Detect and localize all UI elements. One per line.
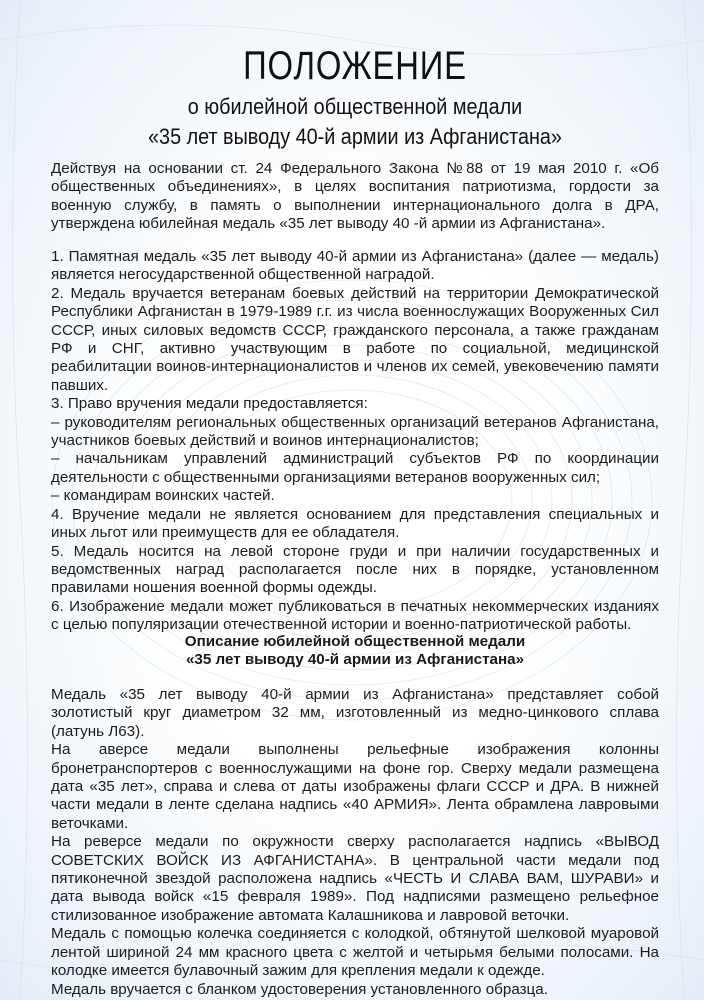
description-heading-line-1: Описание юбилейной общественной медали: [184, 633, 526, 650]
document-subtitle-line-1: о юбилейной общественной медали: [187, 94, 523, 119]
regulation-item: 2. Медаль вручается ветеранам боевых действий на территории Демократической Республики Афганистан в 1979-1989 г.г. из числа военнослужащих Вооруженных Сил СССР, иных силовых ведомств СССР, гражданского персонала, а также гражданам РФ и СНГ, активно участвующим в работе по социальной, медицинской реабилитации воинов-интернационалистов и членов их семей, увековечению памяти павших.: [51, 284, 659, 394]
description-body: [51, 686, 659, 999]
description-paragraph: На аверсе медали выполнены рельефные изображения колонны бронетранспортеров с военнослужащими на фоне гор. Сверху медали размещена дата «35 лет», справа и слева от даты изображены флаги СССР и ДРА. В нижней части медали в ленте сделана надпись «40 АРМИЯ». Лента обрамлена лавровыми веточками.: [51, 741, 659, 832]
regulation-item: 3. Право вручения медали предоставляется:: [51, 395, 368, 413]
intro-paragraph: Действуя на основании ст. 24 Федерального Закона №88 от 19 мая 2010 г. «Об общественных объединениях», в целях воспитания патриотизма, гордости за военную службу, в память о выполнении интернационального долга в ДРА, утверждена юбилейная медаль «35 лет выводу 40 -й армии из Афганистана».: [51, 160, 659, 233]
regulation-items: [51, 248, 659, 635]
regulation-item: – командирам воинских частей.: [51, 487, 275, 505]
regulation-item: – руководителям региональных общественных организаций ветеранов Афганистана, участников боевых действий и воинов интернационалистов;: [51, 413, 659, 450]
regulation-item: – начальникам управлений администраций субъектов РФ по координации деятельности с общественными организациями ветеранов вооруженных сил;: [51, 450, 659, 486]
description-paragraph: Медаль с помощью колечка соединяется с колодкой, обтянутой шелковой муаровой лентой шириной 24 мм красного цвета с желтой и четырьмя белыми полосами. На колодке имеется булавочный зажим для крепления медали к одежде.: [51, 925, 659, 980]
regulation-item: 4. Вручение медали не является основанием для представления специальных и иных льгот или преимуществ для ее обладателя.: [51, 505, 659, 542]
regulation-item: 5. Медаль носится на левой стороне груди и при наличии государственных и ведомственных наград располагается после них в порядке, установленном правилами ношения военной формы одежды.: [51, 542, 659, 597]
regulation-item: 6. Изображение медали может публиковаться в печатных некоммерческих изданиях с целью популяризации отечественной истории и военно-патриотической работы.: [51, 597, 659, 634]
document-title: ПОЛОЖЕНИЕ: [243, 44, 467, 88]
description-heading: [51, 633, 659, 669]
description-paragraph: На реверсе медали по окружности сверху располагается надпись «ВЫВОД СОВЕТСКИХ ВОЙСК ИЗ АФГАНИСТАНА». В центральной части медали под пятиконечной звездой расположена надпись «ЧЕСТЬ И СЛАВА ВАМ, ШУРАВИ» и дата вывода войск «15 февраля 1989». Под надписями размещено рельефное стилизованное изображение автомата Калашникова и лавровой веточки.: [51, 833, 659, 924]
description-heading-line-2: «35 лет выводу 40-й армии из Афганистана»: [185, 651, 525, 668]
regulation-item: 1. Памятная медаль «35 лет выводу 40-й армии из Афганистана» (далее — медаль) является негосударственной общественной наградой.: [51, 248, 659, 284]
description-paragraph: Медаль вручается с бланком удостоверения установленного образца.: [51, 980, 548, 998]
document-subtitle-line-2: «35 лет выводу 40-й армии из Афганистана»: [148, 124, 562, 149]
description-paragraph: Медаль «35 лет выводу 40-й армии из Афганистана» представляет собой золотистый круг диаметром 32 мм, изготовленный из медно-цинкового сплава (латунь Л63).: [51, 686, 659, 740]
